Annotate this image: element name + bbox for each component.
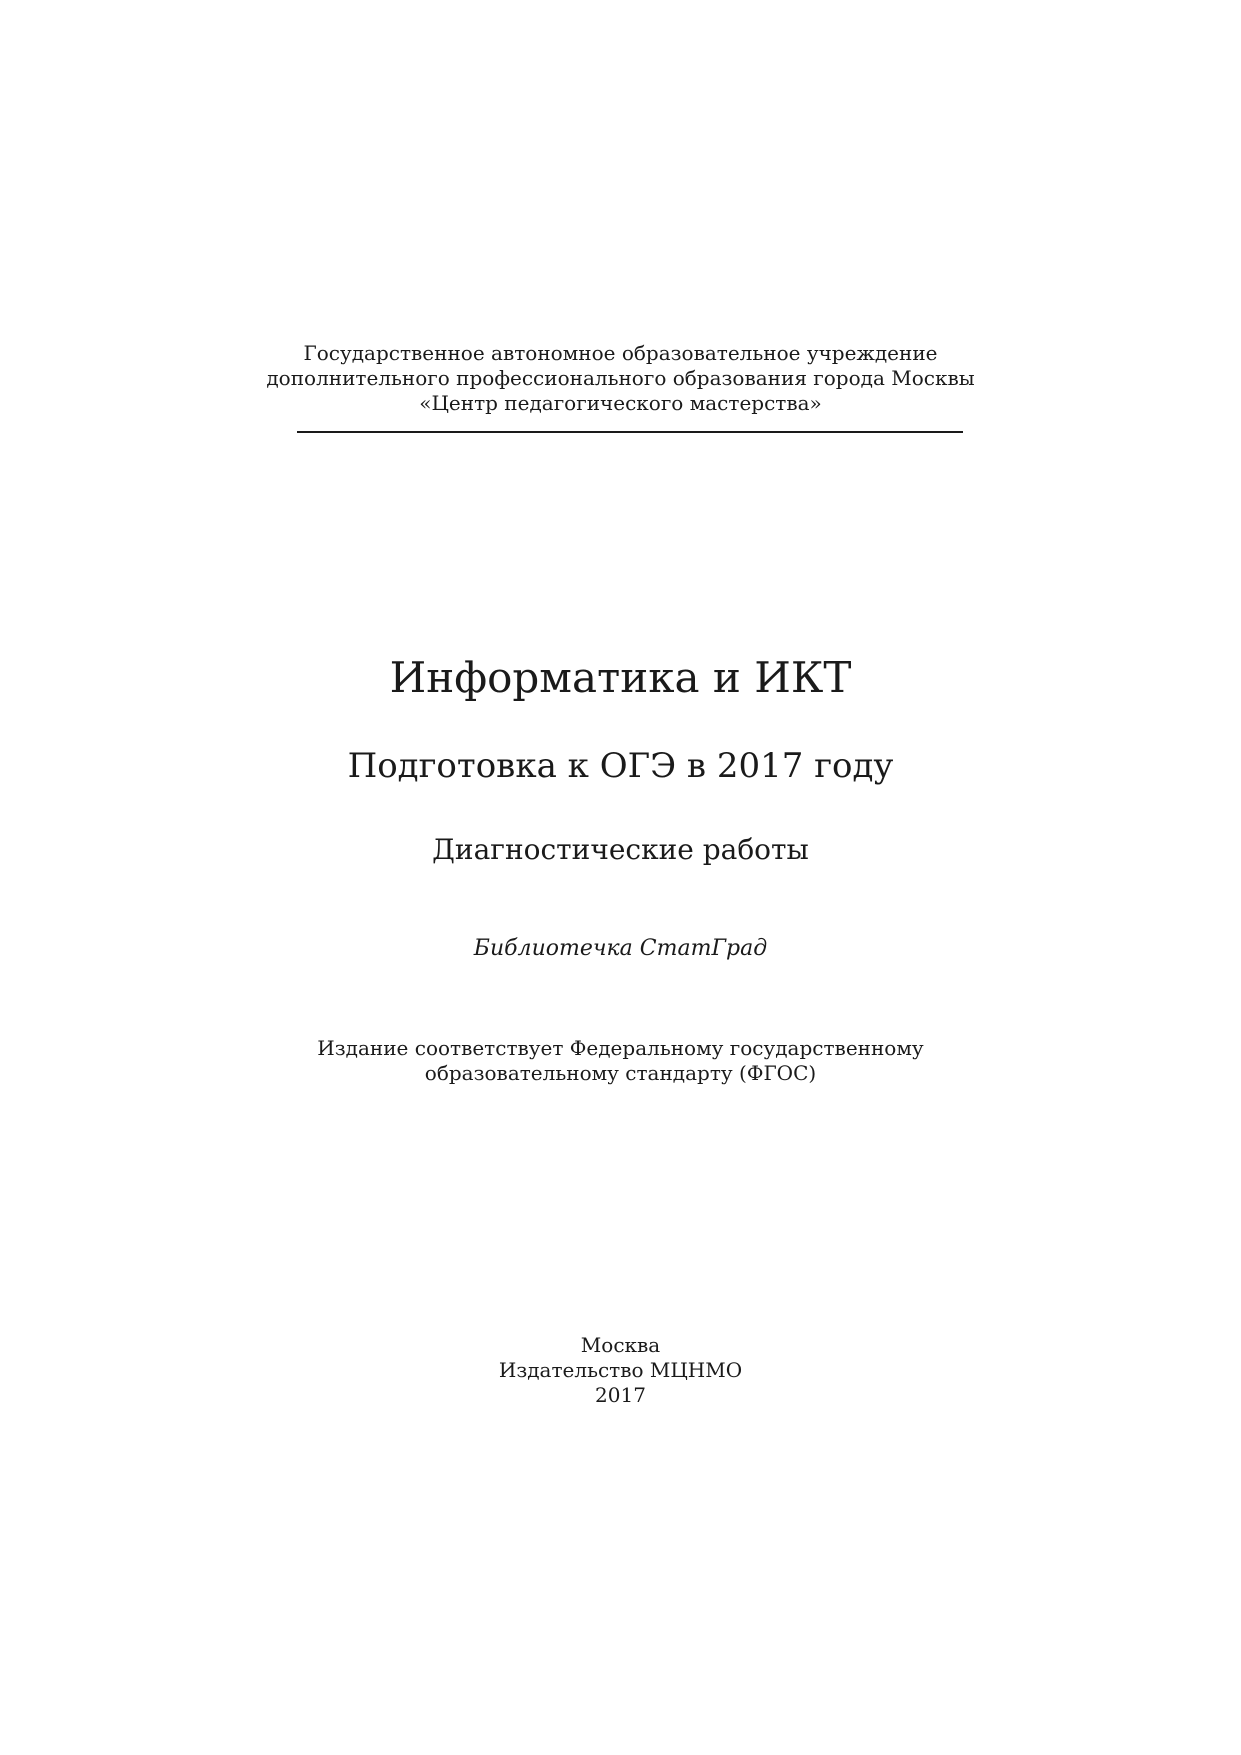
series-name: Библиотечка СтатГрад bbox=[473, 936, 768, 961]
imprint-city: Москва bbox=[580, 1333, 661, 1357]
institution-line-3: «Центр педагогического мастерства» bbox=[419, 391, 822, 415]
book-subtitle: Подготовка к ОГЭ в 2017 году bbox=[347, 746, 894, 786]
imprint-publisher: Издательство МЦНМО bbox=[498, 1358, 743, 1382]
standard-line-1: Издание соответствует Федеральному государственному bbox=[317, 1036, 924, 1060]
book-subtitle-secondary: Диагностические работы bbox=[432, 833, 809, 866]
standard-notice bbox=[0, 1036, 1241, 1086]
standard-line-2: образовательному стандарту (ФГОС) bbox=[424, 1061, 817, 1085]
institution-header bbox=[0, 341, 1241, 416]
institution-line-2: дополнительного профессионального образования города Москвы bbox=[266, 366, 975, 390]
imprint-year: 2017 bbox=[595, 1383, 646, 1407]
institution-line-1: Государственное автономное образовательное учреждение bbox=[303, 341, 938, 365]
header-divider bbox=[297, 431, 963, 433]
imprint bbox=[0, 1333, 1241, 1408]
book-title: Информатика и ИКТ bbox=[389, 653, 852, 702]
